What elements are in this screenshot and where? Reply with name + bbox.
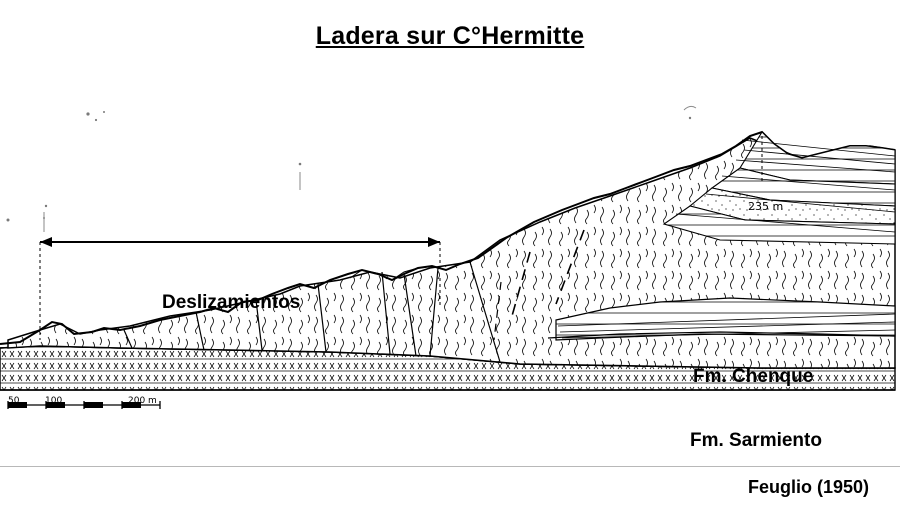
elevation-label-235m: 235 m — [748, 200, 784, 213]
figure-credit: Feuglio (1950) — [748, 477, 870, 497]
scale-tick-100: 100 — [45, 396, 63, 406]
geologic-cross-section-figure — [0, 72, 900, 497]
scale-tick-200: 200 m — [128, 396, 157, 406]
footer-divider — [0, 466, 900, 467]
scale-tick-50: 50 — [8, 396, 20, 406]
formation-label-sarmiento: Fm. Sarmiento — [690, 430, 822, 451]
formation-label-chenque: Fm. Chenque — [693, 366, 814, 387]
page-title: Ladera sur C°Hermitte — [315, 22, 585, 50]
landslide-zone-label: Deslizamientos — [162, 292, 301, 313]
